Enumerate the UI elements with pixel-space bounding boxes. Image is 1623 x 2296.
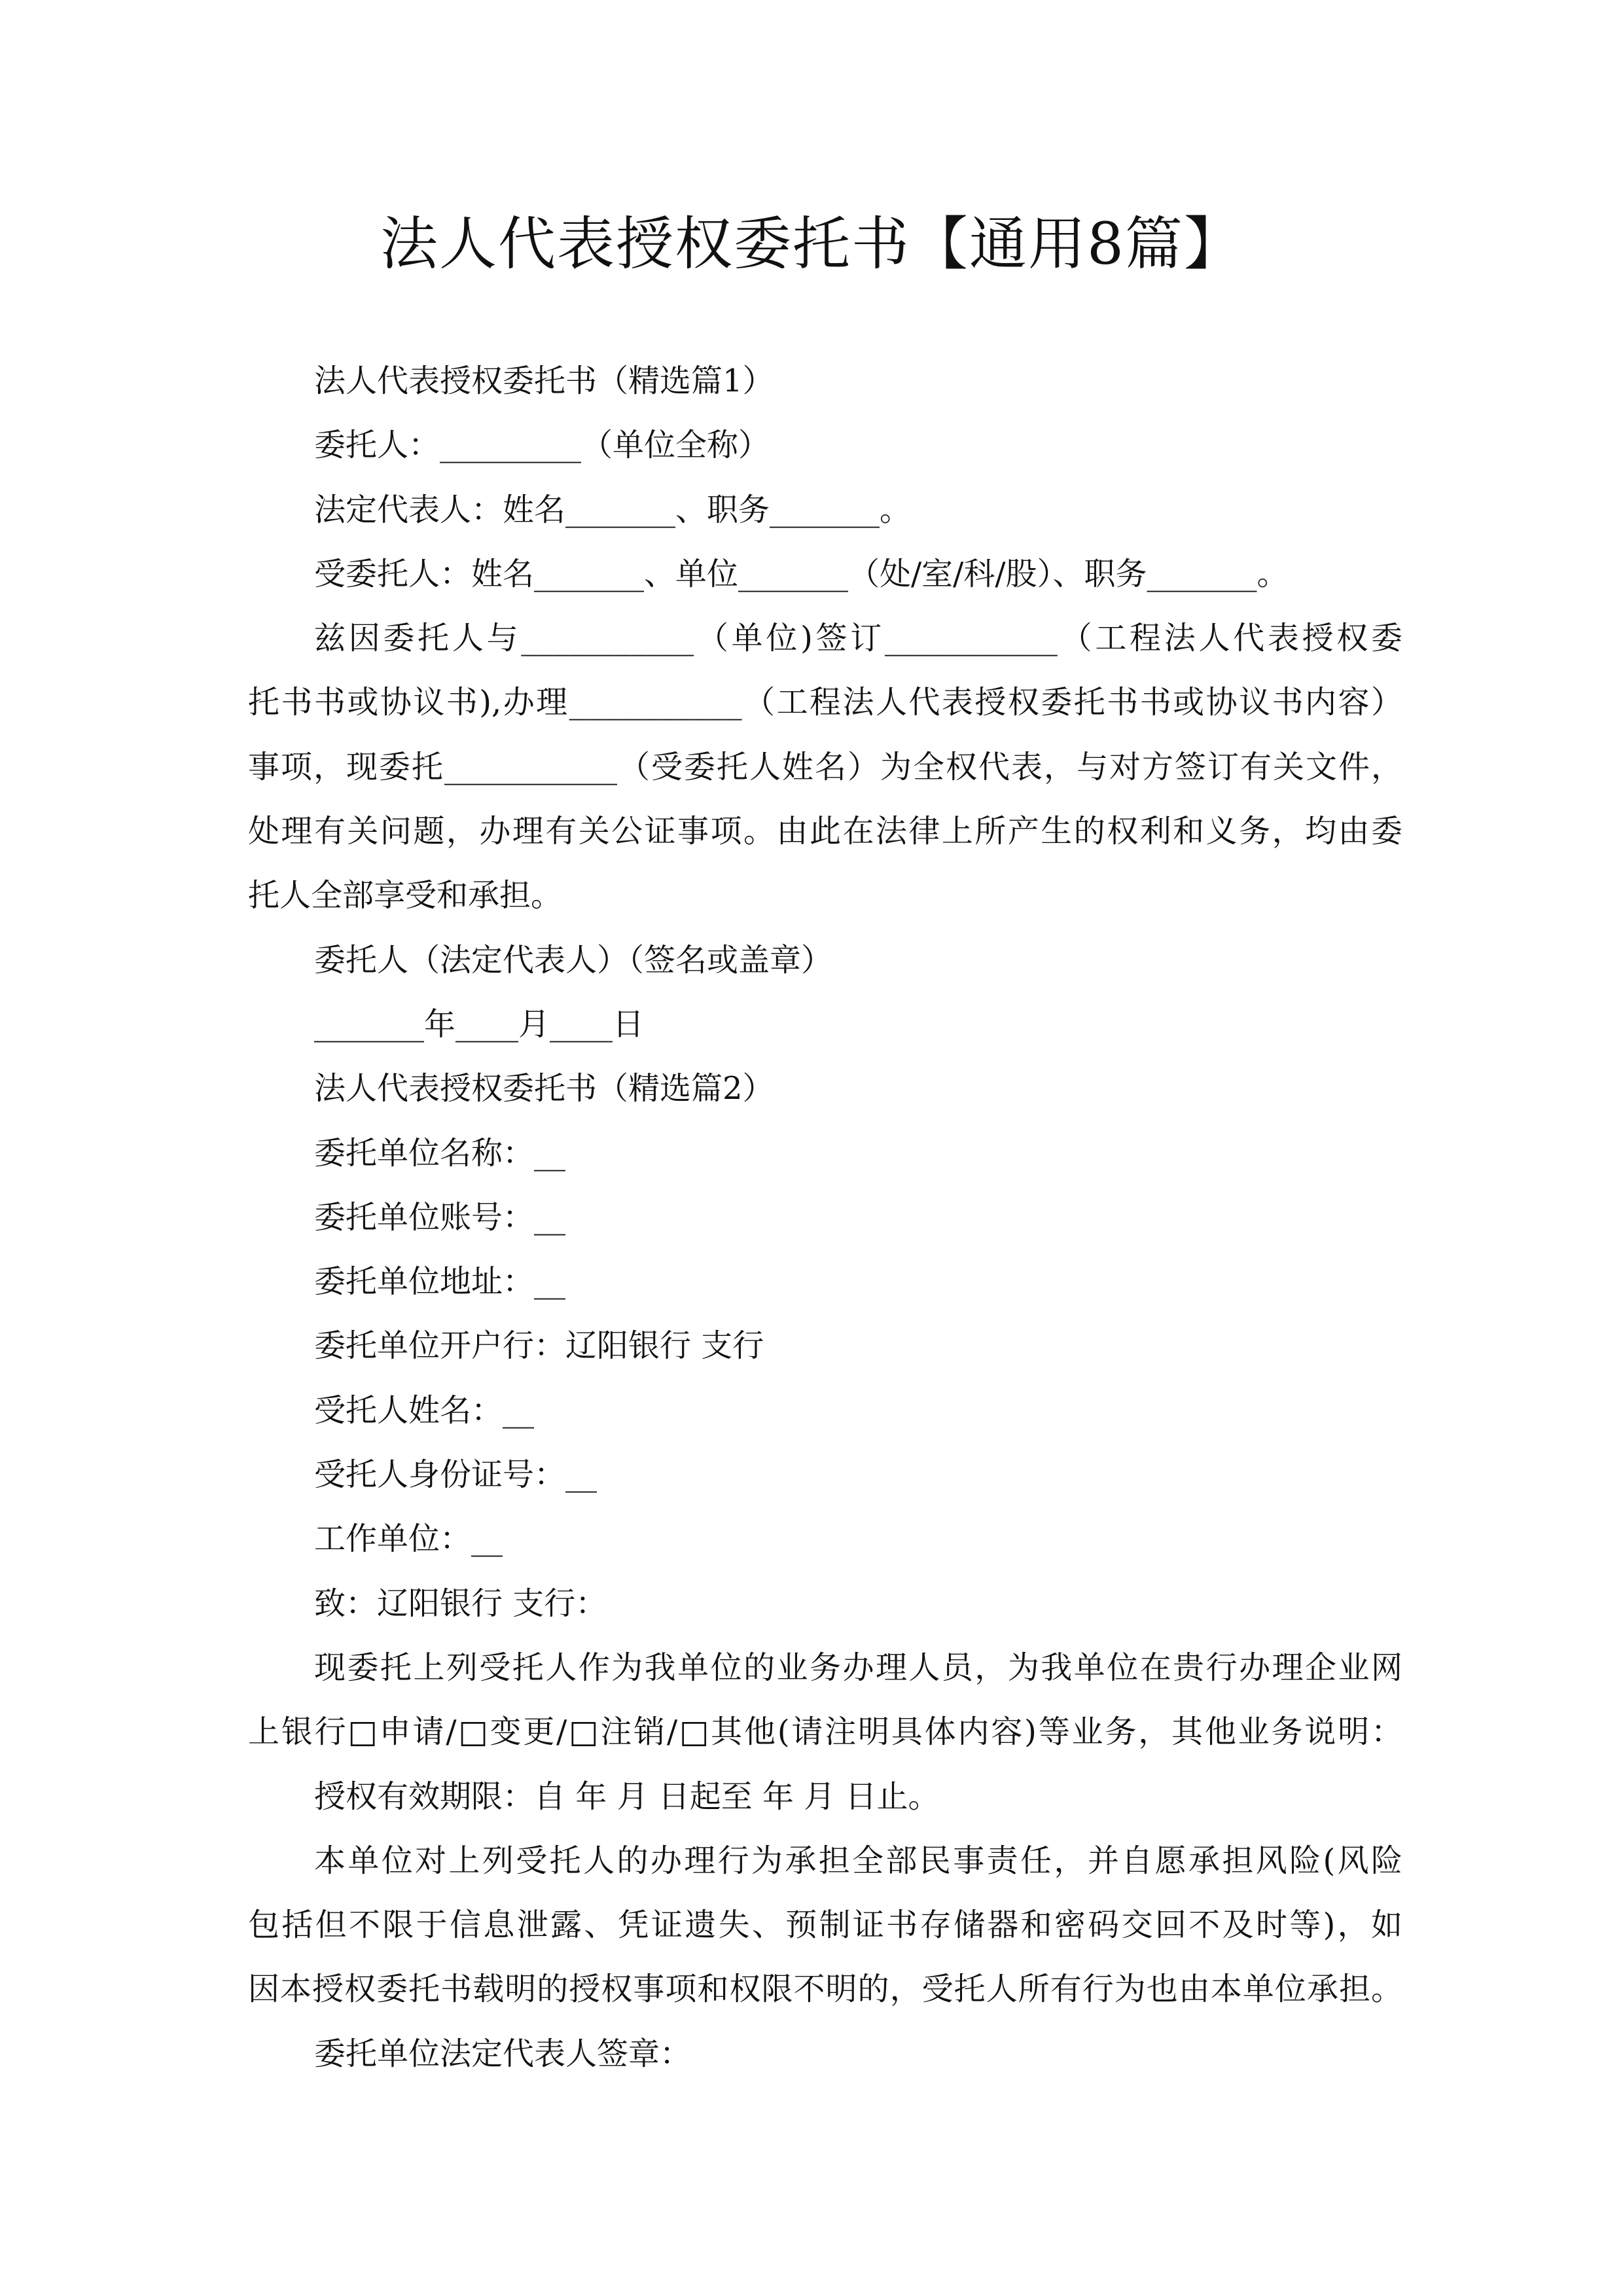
text-line: 托人全部享受和承担。 bbox=[248, 877, 563, 914]
text-line: 委托人（法定代表人）（签名或盖章） bbox=[314, 941, 833, 978]
text-line: 委托单位法定代表人签章： bbox=[314, 2035, 692, 2072]
text-line: 受托人身份证号：__ bbox=[314, 1456, 597, 1494]
document-title: 法人代表授权委托书【通用8篇】 bbox=[380, 210, 1243, 278]
text-line: 兹因委托人与___________（单位)签订___________（工程法人代表授权委 bbox=[314, 620, 1402, 657]
document-body bbox=[248, 349, 1402, 2086]
text-line: 现委托上列受托人作为我单位的业务办理人员，为我单位在贵行办理企业网 bbox=[314, 1649, 1402, 1686]
text-line: 委托人：_________（单位全称） bbox=[314, 427, 770, 464]
text-line: 处理有关问题，办理有关公证事项。由此在法律上所产生的权利和义务，均由委 bbox=[248, 813, 1402, 850]
text-line: 委托单位账号：__ bbox=[314, 1198, 566, 1236]
text-line: 托书书或协议书),办理___________（工程法人代表授权委托书书或协议书内容） bbox=[248, 684, 1402, 721]
text-line: 授权有效期限：自 年 月 日起至 年 月 日止。 bbox=[314, 1778, 940, 1815]
text-line: 事项，现委托___________（受委托人姓名）为全权代表，与对方签订有关文件， bbox=[248, 748, 1402, 785]
text-line: 法人代表授权委托书（精选篇1） bbox=[314, 363, 774, 399]
text-line: 包括但不限于信息泄露、凭证遗失、预制证书存储器和密码交回不及时等)，如 bbox=[248, 1907, 1402, 1944]
text-line: 委托单位名称：__ bbox=[314, 1134, 566, 1172]
text-line: 工作单位：__ bbox=[314, 1520, 503, 1558]
text-line: 法人代表授权委托书（精选篇2） bbox=[314, 1070, 774, 1107]
text-line: 上银行□申请/□变更/□注销/□其他(请注明具体内容)等业务，其他业务说明： bbox=[248, 1713, 1402, 1751]
text-line: _______年____月____日 bbox=[314, 1005, 645, 1043]
text-line: 致：辽阳银行 支行： bbox=[314, 1585, 607, 1622]
text-line: 本单位对上列受托人的办理行为承担全部民事责任，并自愿承担风险(风险 bbox=[314, 1842, 1402, 1879]
text-line: 委托单位开户行：辽阳银行 支行 bbox=[314, 1327, 764, 1365]
text-line: 受托人姓名：__ bbox=[314, 1391, 535, 1429]
text-line: 法定代表人：姓名_______、职务_______。 bbox=[314, 491, 912, 528]
text-line: 受委托人：姓名_______、单位_______（处/室/科/股）、职务_______。 bbox=[314, 555, 1289, 592]
text-line: 因本授权委托书载明的授权事项和权限不明的，受托人所有行为也由本单位承担。 bbox=[248, 1971, 1402, 2008]
text-line: 委托单位地址：__ bbox=[314, 1263, 566, 1300]
